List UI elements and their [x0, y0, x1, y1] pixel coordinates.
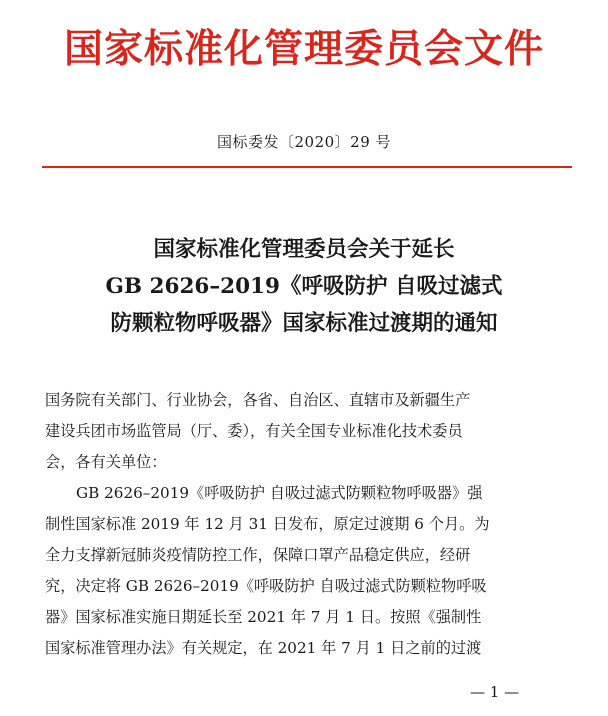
notice-title [0, 231, 608, 342]
red-divider-line [42, 166, 572, 168]
page-number: — 1 — [470, 683, 520, 701]
body-line: GB 2626–2019《呼吸防护 自吸过滤式防颗粒物呼吸器》强 [76, 484, 483, 502]
document-number: 国标委发〔2020〕29 号 [216, 133, 392, 151]
body-line: 建设兵团市场监管局（厅、委），有关全国专业标准化技术委员 [45, 422, 463, 440]
notice-title-line: GB 2626–2019《呼吸防护 自吸过滤式 [105, 274, 503, 299]
body-line: 国务院有关部门、行业协会，各省、自治区、直辖市及新疆生产 [45, 391, 471, 409]
body-line: 器》国家标准实施日期延长至 2021 年 7 月 1 日。按照《强制性 [45, 608, 482, 626]
body-line: 会，各有关单位： [45, 453, 167, 471]
body-line: 国家标准管理办法》有关规定，在 2021 年 7 月 1 日之前的过渡 [45, 639, 482, 657]
document-header-title: 国家标准化管理委员会文件 [63, 27, 544, 72]
body-line: 究，决定将 GB 2626–2019《呼吸防护 自吸过滤式防颗粒物呼吸 [45, 577, 487, 595]
body-line: 全力支撑新冠肺炎疫情防控工作，保障口罩产品稳定供应，经研 [45, 546, 471, 564]
body-line: 制性国家标准 2019 年 12 月 31 日发布，原定过渡期 6 个月。为 [45, 515, 490, 533]
notice-body [45, 385, 577, 664]
notice-title-line: 国家标准化管理委员会关于延长 [153, 237, 455, 262]
notice-title-line: 防颗粒物呼吸器》国家标准过渡期的通知 [110, 311, 498, 336]
